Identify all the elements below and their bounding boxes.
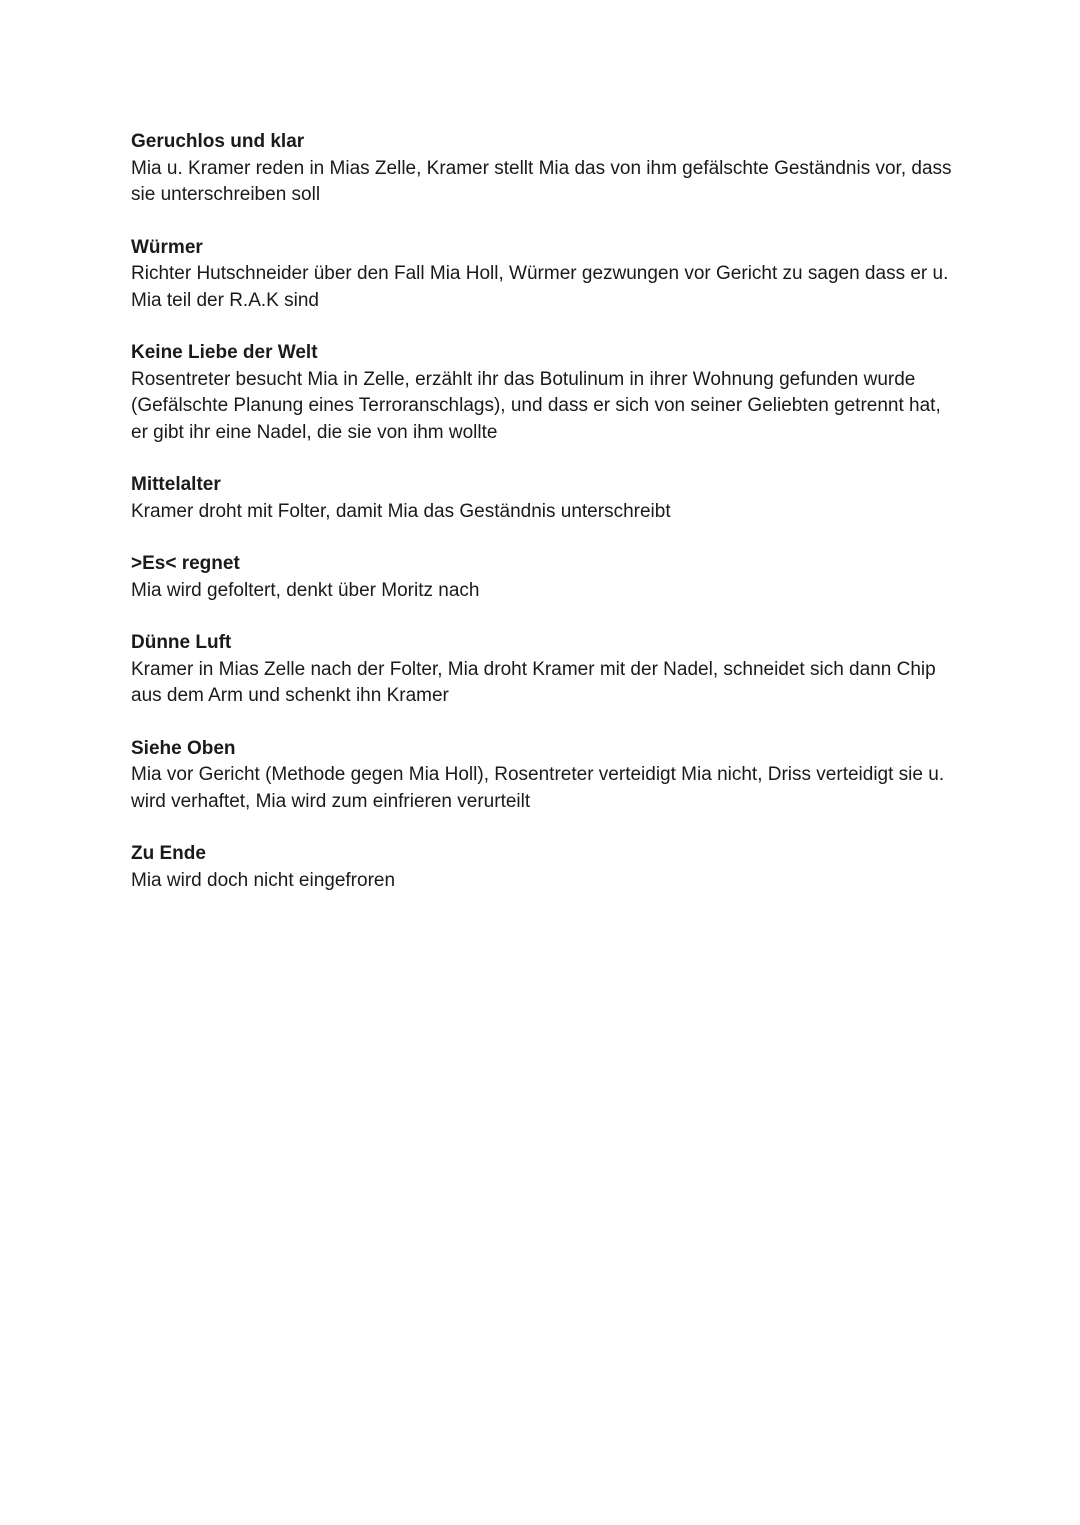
chapter-title: Dünne Luft <box>131 632 232 653</box>
chapter-section <box>131 235 961 315</box>
chapter-summary: Richter Hutschneider über den Fall Mia Holl, Würmer gezwungen vor Gericht zu sagen dass er u. Mia teil der R.A.K sind <box>131 263 949 311</box>
chapter-summary: Kramer droht mit Folter, damit Mia das Geständnis unterschreibt <box>131 500 671 522</box>
chapter-summary: Mia wird gefoltert, denkt über Moritz nach <box>131 579 480 601</box>
chapter-section <box>131 736 961 816</box>
chapter-summary: Mia u. Kramer reden in Mias Zelle, Kramer stellt Mia das von ihm gefälschte Geständnis vor, dass sie unterschreiben soll <box>131 157 952 205</box>
chapter-summary: Rosentreter besucht Mia in Zelle, erzählt ihr das Botulinum in ihrer Wohnung gefunden wurde (Gefälschte Planung eines Terroranschlags), und dass er sich von seiner Geliebten getrennt hat, er gibt ihr eine Nadel, die sie von ihm wollte <box>131 368 941 443</box>
chapter-summary: Mia vor Gericht (Methode gegen Mia Holl), Rosentreter verteidigt Mia nicht, Driss verteidigt sie u. wird verhaftet, Mia wird zum einfrieren verurteilt <box>131 764 945 812</box>
chapter-title: Würmer <box>131 236 203 258</box>
chapter-title: >Es< regnet <box>131 553 240 574</box>
chapter-title: Geruchlos und klar <box>131 131 305 152</box>
chapter-title: Siehe Oben <box>131 737 236 759</box>
chapter-summary: Kramer in Mias Zelle nach der Folter, Mia droht Kramer mit der Nadel, schneidet sich dann Chip aus dem Arm und schenkt ihn Kramer <box>131 658 936 706</box>
chapter-section <box>131 841 961 894</box>
chapter-title: Zu Ende <box>131 843 206 864</box>
chapter-title: Keine Liebe der Welt <box>131 342 318 363</box>
document-page <box>131 129 961 920</box>
chapter-section <box>131 129 961 209</box>
chapter-section <box>131 340 961 446</box>
chapter-summary: Mia wird doch nicht eingefroren <box>131 869 396 891</box>
chapter-section <box>131 551 961 604</box>
chapter-title: Mittelalter <box>131 474 221 495</box>
chapter-section <box>131 472 961 525</box>
chapter-section <box>131 630 961 710</box>
